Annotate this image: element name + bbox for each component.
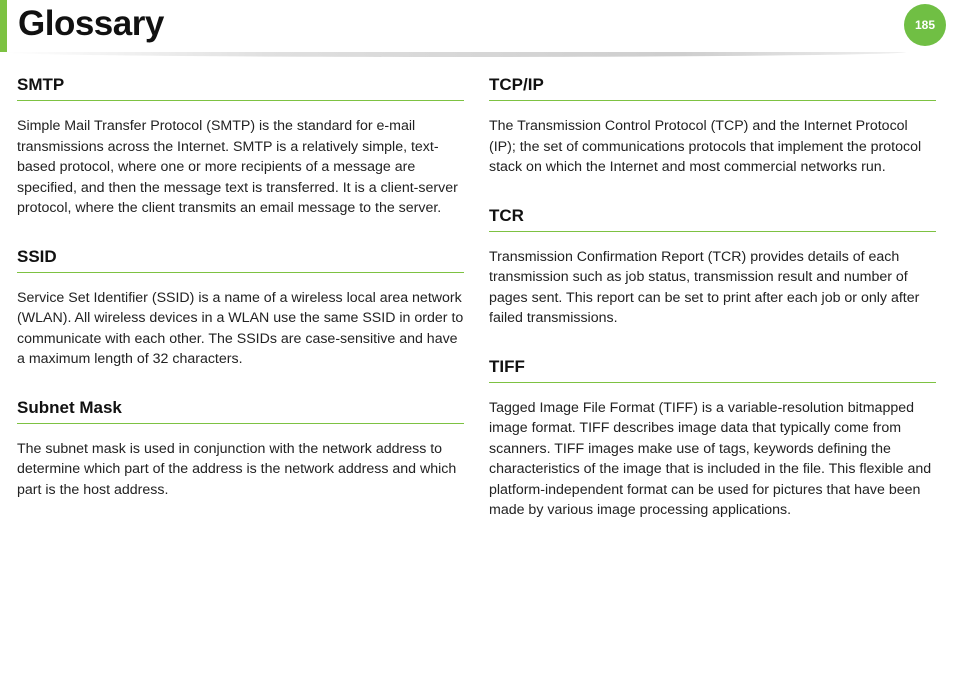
glossary-entry-tcp-ip xyxy=(489,74,936,178)
glossary-entry-smtp xyxy=(17,74,464,219)
glossary-entry-subnet-mask xyxy=(17,397,464,501)
glossary-term: TCR xyxy=(489,205,936,232)
glossary-term: SSID xyxy=(17,246,464,273)
glossary-term: TIFF xyxy=(489,356,936,383)
glossary-definition: Service Set Identifier (SSID) is a name of a wireless local area network (WLAN). All wireless devices in a WLAN use the same SSID in order to communicate with each other. The SSIDs are case-sensitive and have a maximum length of 32 characters. xyxy=(17,289,464,367)
glossary-definition: The Transmission Control Protocol (TCP) and the Internet Protocol (IP); the set of communications protocols that implement the protocol stack on which the Internet and most commercial networks run. xyxy=(489,118,922,175)
glossary-term: Subnet Mask xyxy=(17,397,464,424)
glossary-definition: Simple Mail Transfer Protocol (SMTP) is the standard for e-mail transmissions across the Internet. SMTP is a relatively simple, text-based protocol, where one or more recipients of a message are specified, and then the message text is transferred. It is a client-server protocol, where the client transmits an email message to the server. xyxy=(17,118,458,216)
glossary-definition: Tagged Image File Format (TIFF) is a variable-resolution bitmapped image format. TIFF describes image data that typically come from scanners. TIFF images make use of tags, keywords defining the characteristics of the image that is included in the file. This flexible and platform-independent format can be used for pictures that have been made by various image processing applications. xyxy=(489,399,932,518)
glossary-entry-tcr xyxy=(489,205,936,329)
header-accent-bar xyxy=(0,0,7,52)
glossary-column-left xyxy=(17,74,464,527)
glossary-column-right xyxy=(489,74,936,548)
glossary-entry-ssid xyxy=(17,246,464,370)
glossary-definition: The subnet mask is used in conjunction with the network address to determine which part of the address is the network address and which part is the host address. xyxy=(17,440,457,498)
glossary-term: SMTP xyxy=(17,74,464,101)
glossary-definition: Transmission Confirmation Report (TCR) provides details of each transmission such as job status, transmission result and number of pages sent. This report can be set to print after each job or only after failed transmissions. xyxy=(489,248,920,326)
page-number-badge: 185 xyxy=(904,4,946,46)
page-title: Glossary xyxy=(18,4,164,43)
header-divider xyxy=(0,52,906,57)
glossary-term: TCP/IP xyxy=(489,74,936,101)
glossary-entry-tiff xyxy=(489,356,936,521)
